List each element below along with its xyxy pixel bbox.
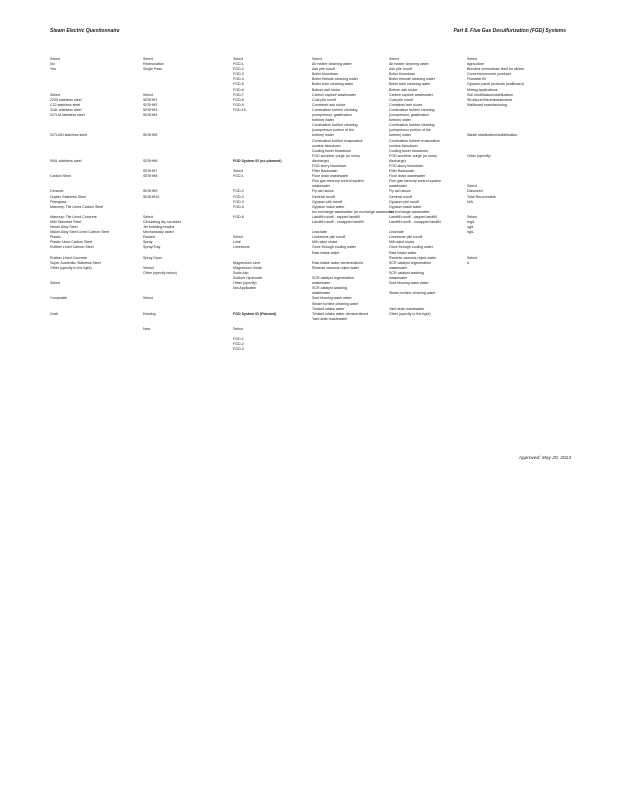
option-line: Circulating dry scrubber [143,220,181,224]
option-line: Select [143,57,153,61]
option-line: Yard drain wastewater [312,316,348,321]
option-line: Combustion turbine cleaning [312,107,358,112]
option-line: Carbon Steel [50,174,71,179]
option-line: SESHH8 [143,174,158,179]
option-line: Landfill runoff - uncapped landfill [312,220,364,224]
option-line: Not Applicable [233,286,256,291]
option-line: SESHH1 [143,97,158,102]
option-line: 317LM stainless steel [50,113,85,118]
option-line: FGD-3 [233,347,244,352]
option-line: Boiler tube cleaning water [312,82,354,87]
option-line: Soda Ash [233,270,249,275]
option-line: Leachate [312,230,327,235]
option-line: General runoff [389,194,412,199]
option-line: Gypsum pile runoff [312,199,343,204]
option-line: turbine) water [389,118,411,123]
option-line: Venturi [143,265,155,270]
option-line: FGD slurry blowdown [389,163,424,168]
option-line: Combustion turbine evaporative [312,138,363,143]
option-line: wastewater [312,291,331,296]
option-line: SESHH9 [143,189,158,194]
option-line: discharge) [389,158,406,163]
option-line: Landfill runoff - capped landfill [312,214,360,219]
option-line: Spray/Tray [143,245,161,250]
option-line: Mechanically aided [143,230,174,235]
option-line: SCR catalyst washing [389,270,424,275]
option-line: Composite [50,296,68,301]
option-line: Ceramic [50,189,64,194]
option-line: General runoff [312,194,335,199]
option-line: Other (specify) [233,281,257,286]
option-line: wastewater [389,265,408,270]
option-line: Combined ash sluice [389,102,423,107]
options-column-1 [50,57,109,317]
option-line: Select [389,57,399,61]
option-line: Select [143,296,153,301]
option-line: Combustion turbine cleaning [312,123,358,128]
option-line: FGD-4 [233,199,244,204]
option-line: wastewater [312,184,331,189]
option-line: Treated intake water demineralized [312,311,368,316]
option-line: Rubber Lined Concrete [50,255,88,260]
option-line: turbine) water [312,133,334,138]
option-line: No [50,62,55,67]
option-line: SESHH4 [143,113,158,118]
option-line: Wallboard manufacturing [467,102,507,107]
option-line: Limestone pile runoff [312,235,346,240]
option-line: FGD-7 [233,92,244,97]
option-line: Select [143,92,153,97]
option-line: FGD-2 [233,189,244,194]
option-line: Structural fills/embankments [467,97,513,102]
option-line: FGD-1 [233,174,244,179]
option-line: (compressor, gasification [312,113,352,118]
option-line: SESHH6 [143,158,158,163]
option-line: SCR catalyst regeneration [312,276,354,281]
option-line: FGD-1 [233,337,244,342]
option-line: Select [50,92,60,97]
option-line: SESHH10 [143,194,160,199]
option-line: Floor drain wastewater [389,174,426,179]
option-line: SESHH3 [143,107,158,112]
option-line: Carbon capture wastewater [389,92,433,97]
option-line: Boiler fireside cleaning water [312,77,358,82]
option-line: Other (specify to the right) [389,311,431,316]
option-line: Gypsum wash water [389,204,422,209]
option-line: Spray [143,240,153,245]
option-line: FGD-3 [233,72,244,77]
option-line: SESHH2 [143,102,158,107]
option-line: Fly ash sluice [312,189,334,194]
options-column-4 [312,57,394,322]
option-line: C22 stainless steel [50,102,81,107]
option-line: Ash pile runoff [389,67,412,72]
option-line: Raw intake water [389,250,417,255]
option-line: Combustion turbine cleaning [389,107,435,112]
option-line: Magnesium Lime [233,260,261,265]
option-line: Select [467,184,477,189]
option-line: FGD System ID (Planned) [233,311,277,316]
option-line: Waste stabilization/solidification [467,133,518,138]
option-line: Jet bubbling reactor [143,225,175,230]
option-line: Filter Backwash [389,169,415,174]
option-line: Other (specify below) [143,270,177,275]
option-line: Steam turbine cleaning water [312,301,359,306]
option-line: FGD-2 [233,342,244,347]
option-line: Air heater cleaning water [389,62,429,67]
option-line: Yard drain wastewater [389,306,425,311]
option-line: SESHH7 [143,169,158,174]
approval-date: Approved: May 20, 2013 [518,456,571,461]
option-line: Once through cooling water [312,245,356,250]
option-line: (compressor portion of the [312,128,354,133]
option-line: coolers blowdown [389,143,418,148]
option-line: Mining applications [467,87,498,92]
option-line: FGD System ID (no planned) [233,158,282,163]
option-line: Duplex Stainless Steel [50,194,86,199]
option-line: Ion exchange wastewater [389,209,430,214]
option-line: Magnesium Oxide [233,265,262,270]
section-title: Part 8. Flue Gas Desulfurization (FGD) Systems [453,28,566,34]
option-line: Single Pass [143,67,162,72]
option-line: Reverse osmosis reject water [389,255,437,260]
option-line: FGD-10 [233,107,246,112]
options-column-6 [467,57,524,266]
option-line: Rubber Lined Carbon Steel [50,245,94,250]
options-column-3 [233,57,282,352]
option-line: Mill reject sluice [312,240,338,245]
option-line: Flue gas mercury control system [389,179,441,184]
option-line: Concrete/concrete products [467,72,512,77]
option-line: Gypsum pile runoff [389,199,420,204]
option-line: Ash pile runoff [312,67,335,72]
option-line: Existing [143,311,156,316]
option-line: Blended cement/raw feed for clinker [467,67,525,72]
option-line: Boiler blowdown [389,72,416,77]
option-line: Spray Dryer [143,255,163,260]
option-line: wastewater [389,184,408,189]
option-line: Limestone pile runoff [389,235,423,240]
option-line: wastewater [312,281,331,286]
options-column-5 [389,57,441,317]
option-line: FGD-5 [233,204,244,209]
option-line: Mild Stainless Steel [50,220,82,224]
option-line: Boiler fireside cleaning water [389,77,435,82]
option-line: Coal pile runoff [312,97,337,102]
option-line: FGD-2 [233,67,244,72]
option-line: Plastic Lined Carbon Steel [50,240,93,245]
option-line: Select [312,57,322,61]
option-line: FGD slurry blowdown [312,163,347,168]
option-line: Flowable fill [467,77,486,82]
option-line: FGD-6 [233,87,244,92]
option-line: Fiberglass [50,199,67,204]
option-line: Packed [143,235,155,240]
option-line: Cooling tower blowdown [312,148,351,153]
option-line: FGD-1 [233,62,244,67]
option-line: Soil modification/stabilization [467,92,513,97]
option-line: # [467,260,469,265]
questionnaire-title: Steam Electric Questionnaire [50,28,120,34]
option-line: FGD scrubber purge (or slurry [312,153,360,158]
option-line: 316L stainless steel [50,107,82,112]
option-line: SCR catalyst regeneration [389,260,431,265]
option-line: Combustion turbine evaporative [389,138,440,143]
option-line: Coal pile runoff [389,97,414,102]
option-line: Grab [50,311,58,316]
option-line: Dissolved [467,189,483,194]
option-line: Agriculture [467,62,485,67]
option-line: Soot blowing wash water [312,296,352,301]
option-line: Select [233,57,243,61]
option-line: Select [467,214,477,219]
option-line: 317LMN stainless steel [50,133,88,138]
option-line: Masonry: Tile Lined Concrete [50,214,97,219]
option-line: Other (specify) [467,153,491,158]
option-line: mg/L [467,220,475,224]
option-line: Bottom ash sluice [312,87,341,92]
option-line: Filter Backwash [312,169,338,174]
option-line: Raw intake water demineralized [312,260,363,265]
option-line: Lime [233,240,241,245]
option-line: Select [50,281,60,286]
option-line: Gypsum wash water [312,204,345,209]
option-line: Recirculation [143,62,164,67]
option-line: 904L stainless steel [50,158,82,163]
option-line: Nickel Alloy Steel Lined Carbon Steel [50,230,110,235]
option-line: ug/L [467,225,474,230]
option-line: Select [233,235,243,240]
option-line: SESHH5 [143,133,158,138]
option-line: Ion exchange wastewater (or exchange wastewater [312,209,394,214]
option-line: Leachate [389,230,404,235]
option-line: Once through cooling water [389,245,433,250]
option-line: 2205 stainless steel [50,97,82,102]
option-line: (compressor, gasification [389,113,429,118]
options-column-2 [143,57,181,332]
option-line: Select [143,214,153,219]
option-line: coolers blowdown [312,143,341,148]
option-line: Select [233,326,243,331]
option-line: FGD-8 [233,97,244,102]
option-line: FGD-9 [233,102,244,107]
option-line: Select [50,57,60,61]
option-line: Soot blowing wash water [389,281,429,286]
option-line: Limestone [233,245,250,250]
option-line: Select [233,169,243,174]
option-line: Boiler tube cleaning water [389,82,431,87]
option-line: Combustion turbine cleaning [389,123,435,128]
option-line: Super Austenitic Stainless Steel [50,260,101,265]
option-line: Gypsum panel products (wallboard) [467,82,524,87]
option-line: Treated intake water [312,306,345,311]
option-line: discharge) [312,158,329,163]
option-line: Combined ash sluice [312,102,346,107]
option-line: Carbon capture wastewater [312,92,356,97]
option-line: Landfill runoff - capped landfill [389,214,437,219]
option-line: New [143,326,151,331]
option-line: Fly ash sluice [389,189,411,194]
option-line: Mill reject sluice [389,240,415,245]
option-line: Select [467,57,477,61]
option-line: Select [467,255,477,260]
option-line: Total Recoverable [467,194,496,199]
option-line: Flue gas mercury control system [312,179,364,184]
option-line: FGD-3 [233,194,244,199]
option-line: wastewater [389,276,408,281]
option-line: FGD scrubber purge (or slurry [389,153,437,158]
option-line: Boiler blowdown [312,72,339,77]
option-line: Raw intake water [312,250,340,255]
option-line: Steam turbine cleaning water [389,291,436,296]
option-line: (compressor portion of the [389,128,431,133]
option-line: Yes [50,67,56,72]
option-line: N/A [467,199,473,204]
option-line: FGD-4 [233,77,244,82]
option-line: ng/L [467,230,474,235]
option-line: Nickel Alloy Steel [50,225,78,230]
option-line: SCR catalyst washing [312,286,347,291]
option-line: Landfill runoff - uncapped landfill [389,220,441,224]
option-line: Floor drain wastewater [312,174,349,179]
option-line: FGD-6 [233,214,244,219]
option-line: turbine) water [312,118,334,123]
option-line: Bottom ash sluice [389,87,418,92]
option-line: Air heater cleaning water [312,62,352,67]
option-line: Cooling tower blowdown [389,148,428,153]
option-line: turbine) water [389,133,411,138]
option-line: Other (specify to the right) [50,265,92,270]
option-line: FGD-5 [233,82,244,87]
option-line: Masonry: Tile Lined Carbon Steel [50,204,104,209]
option-line: Reverse osmosis reject water [312,265,360,270]
option-line: Plastic [50,235,61,240]
option-line: Sodium Hydroxide [233,276,263,281]
